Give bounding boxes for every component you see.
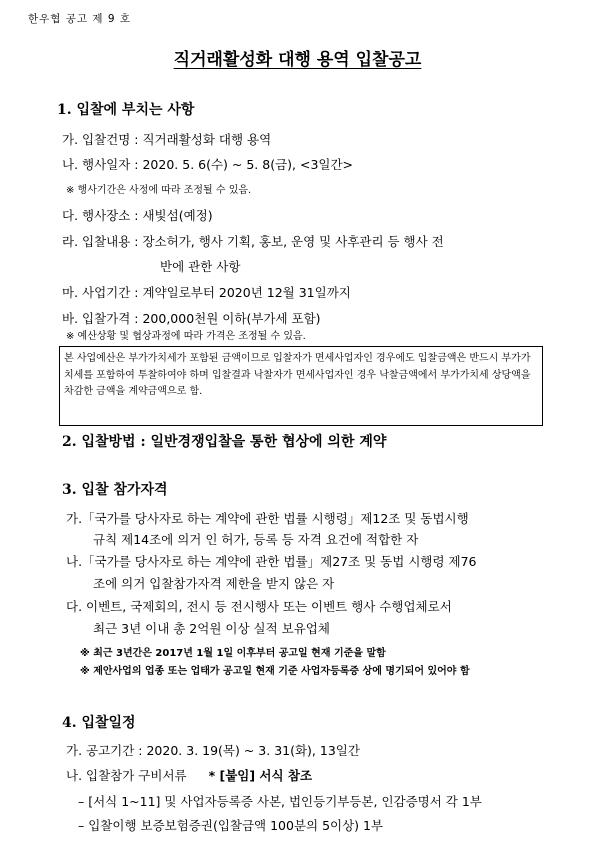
section1-item-b: 나. 행사일자 : 2020. 5. 6(수) ~ 5. 8(금), <3일간> bbox=[62, 157, 354, 172]
section1-item-e: 마. 사업기간 : 계약일로부터 2020년 12월 31일까지 bbox=[62, 285, 351, 300]
section1-item-d-line1: 라. 입찰내용 : 장소허가, 행사 기획, 홍보, 운영 및 사후관리 등 행사 전 bbox=[62, 234, 444, 249]
section4-item-b-label: 나. 입찰참가 구비서류 bbox=[66, 768, 187, 783]
section3-note2: ※ 제안사업의 업종 또는 업태가 공고일 현재 기준 사업자등록증 상에 명기되어 있어야 함 bbox=[80, 666, 470, 677]
section3-item-b-line1: 나.「국가를 당사자로 하는 계약에 관한 법률」제27조 및 동법 시행령 제76 bbox=[66, 554, 477, 569]
section1-item-d-line2: 반에 관한 사항 bbox=[160, 259, 241, 274]
section3-item-a-line2: 규칙 제14조에 의거 인 허가, 등록 등 자격 요건에 적합한 자 bbox=[93, 532, 419, 547]
section3-heading: 3. 입찰 참가자격 bbox=[62, 482, 168, 498]
section3-item-c-line1: 다. 이벤트, 국제회의, 전시 등 전시행사 또는 이벤트 행사 수행업체로서 bbox=[66, 599, 452, 614]
vat-notice-box: 본 사업예산은 부가가치세가 포함된 금액이므로 입찰자가 면세사업자인 경우에도 입찰금액은 반드시 부가가치세를 포함하여 투찰하여야 하며 입찰결과 낙찰자가 면세사업자인 경우 낙찰금액에서 부가가치세 상당액을 차감한 금액을 계약금액으로 함. bbox=[59, 346, 543, 426]
section2-heading: 2. 입찰방법 : 일반경쟁입찰을 통한 협상에 의한 계약 bbox=[62, 434, 387, 450]
section3-item-b-line2: 조에 의거 입찰참가자격 제한을 받지 않은 자 bbox=[93, 576, 335, 591]
section1-item-b-note: ※ 행사기간은 사정에 따라 조정될 수 있음. bbox=[66, 185, 252, 196]
section1-item-c: 다. 행사장소 : 새빛섬(예정) bbox=[62, 208, 213, 223]
section4-item-a: 가. 공고기간 : 2020. 3. 19(목) ~ 3. 31(화), 13일간 bbox=[66, 743, 360, 758]
notice-number: 한우협 공고 제 9 호 bbox=[28, 13, 132, 25]
section1-item-f: 바. 입찰가격 : 200,000천원 이하(부가세 포함) bbox=[62, 311, 321, 326]
section4-dash2: – 입찰이행 보증보험증권(입찰금액 100분의 5이상) 1부 bbox=[78, 818, 384, 833]
section1-item-a: 가. 입찰건명 : 직거래활성화 대행 용역 bbox=[62, 132, 272, 147]
section4-item-b bbox=[66, 766, 312, 784]
section4-dash1: – [서식 1~11] 및 사업자등록증 사본, 법인등기부등본, 인감증명서 각 1부 bbox=[78, 794, 482, 809]
section3-note1: ※ 최근 3년간은 2017년 1월 1일 이후부터 공고일 현재 기준을 말함 bbox=[80, 648, 386, 659]
page-title: 직거래활성화 대행 용역 입찰공고 bbox=[173, 50, 422, 70]
section3-item-c-line2: 최근 3년 이내 총 2억원 이상 실적 보유업체 bbox=[93, 621, 330, 636]
section1-item-f-note: ※ 예산상황 및 협상과정에 따라 가격은 조정될 수 있음. bbox=[66, 331, 306, 342]
section4-item-b-attachment-note: * [붙임] 서식 참조 bbox=[208, 768, 313, 783]
section1-heading: 1. 입찰에 부치는 사항 bbox=[57, 102, 195, 118]
section3-item-a-line1: 가.「국가를 당사자로 하는 계약에 관한 법률 시행령」제12조 및 동법시행 bbox=[66, 511, 469, 526]
section4-heading: 4. 입찰일정 bbox=[62, 715, 136, 731]
